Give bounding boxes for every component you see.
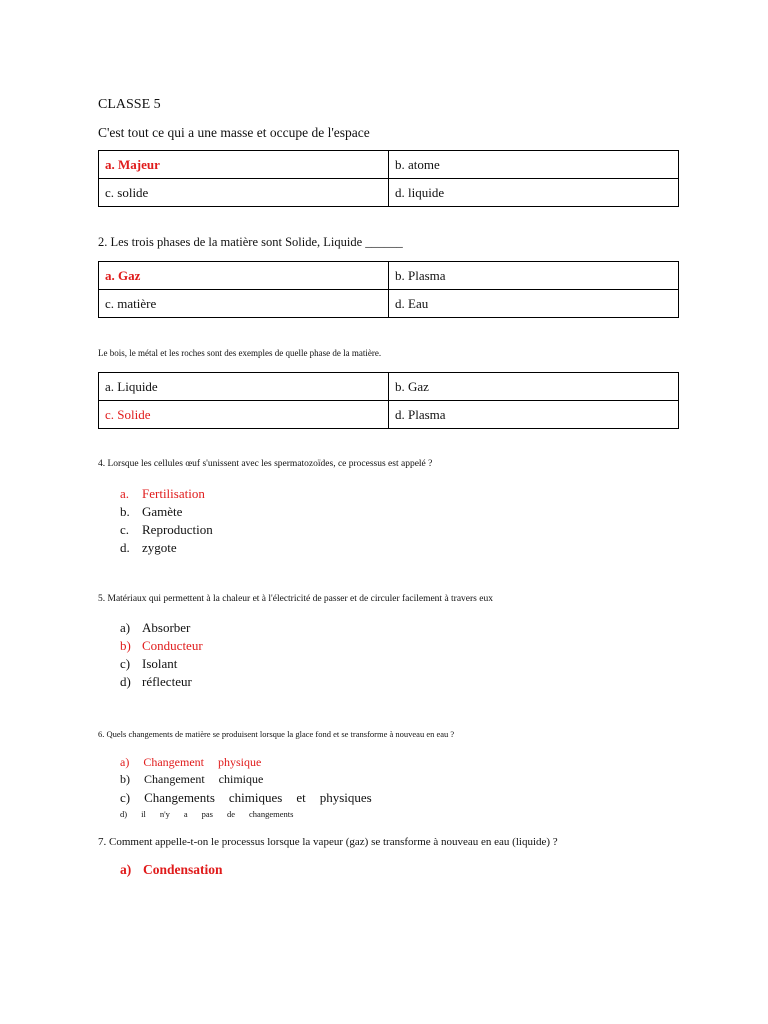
question-6-option-a — [120, 755, 261, 770]
option-label: Isolant — [142, 656, 178, 671]
option-cell: b. Plasma — [389, 262, 679, 290]
option-word: il — [141, 809, 146, 819]
option-marker: a) — [120, 862, 132, 877]
option-label: Absorber — [142, 620, 191, 635]
option-cell: c. Solide — [99, 401, 389, 429]
list-item — [120, 485, 213, 503]
list-item — [120, 521, 213, 539]
option-marker: c. — [120, 522, 130, 537]
option-label: Fertilisation — [142, 486, 205, 501]
option-word: n'y — [159, 809, 170, 819]
option-word: a — [183, 809, 188, 819]
list-item — [120, 637, 203, 655]
question-6-option-c — [120, 790, 372, 806]
option-marker: b) — [120, 638, 131, 653]
page-title: CLASSE 5 — [98, 97, 161, 112]
question-4-options — [120, 485, 213, 557]
option-marker: b) — [120, 772, 130, 786]
question-6-option-d — [120, 809, 293, 819]
question-7-text: 7. Comment appelle-t-on le processus lorsque la vapeur (gaz) se transforme à nouveau en eau (liquide) ? — [98, 836, 558, 848]
question-2-text: 2. Les trois phases de la matière sont Solide, Liquide ______ — [98, 235, 403, 249]
option-cell: a. Majeur — [99, 151, 389, 179]
option-word: physiques — [319, 790, 372, 805]
option-label: Condensation — [143, 862, 223, 877]
option-word: chimiques — [228, 790, 283, 805]
option-word: changements — [249, 809, 294, 819]
question-4-text: 4. Lorsque les cellules œuf s'unissent avec les spermatozoïdes, ce processus est appelé ? — [98, 459, 433, 469]
option-marker: d. — [120, 540, 130, 555]
option-cell: a. Liquide — [99, 373, 389, 401]
option-label: Reproduction — [142, 522, 213, 537]
option-marker: c) — [120, 656, 131, 671]
question-6-option-b — [120, 772, 263, 787]
question-1-text: C'est tout ce qui a une masse et occupe de l'espace — [98, 125, 370, 140]
option-cell: d. liquide — [389, 179, 679, 207]
option-cell: a. Gaz — [99, 262, 389, 290]
option-cell: b. Gaz — [389, 373, 679, 401]
option-cell: c. solide — [99, 179, 389, 207]
option-label: Gamète — [142, 504, 183, 519]
option-cell: b. atome — [389, 151, 679, 179]
option-cell: d. Plasma — [389, 401, 679, 429]
option-marker: c) — [120, 790, 131, 805]
question-6-text: 6. Quels changements de matière se produisent lorsque la glace fond et se transforme à nouveau en eau ? — [98, 729, 455, 739]
option-marker: d) — [120, 674, 131, 689]
question-2-options-table — [98, 261, 679, 318]
option-word: physique — [217, 755, 262, 769]
option-marker: a. — [120, 486, 130, 501]
option-cell: c. matière — [99, 290, 389, 318]
option-label: réflecteur — [142, 674, 192, 689]
question-7-answer — [120, 862, 223, 878]
option-word: de — [227, 809, 236, 819]
list-item — [120, 619, 203, 637]
list-item — [120, 673, 203, 691]
option-marker: b. — [120, 504, 130, 519]
option-label: zygote — [142, 540, 177, 555]
option-cell: d. Eau — [389, 290, 679, 318]
question-3-options-table — [98, 372, 679, 429]
option-marker: a) — [120, 620, 131, 635]
option-word: pas — [201, 809, 213, 819]
option-word: chimique — [218, 772, 264, 786]
question-5-options — [120, 619, 203, 691]
option-marker: d) — [120, 809, 128, 819]
option-word: Changement — [144, 772, 205, 786]
option-label: Conducteur — [142, 638, 203, 653]
option-word: Changement — [143, 755, 204, 769]
question-5-text: 5. Matériaux qui permettent à la chaleur et à l'électricité de passer et de circuler facilement à travers eux — [98, 594, 493, 604]
question-3-text: Le bois, le métal et les roches sont des exemples de quelle phase de la matière. — [98, 348, 382, 358]
list-item — [120, 539, 213, 557]
list-item — [120, 655, 203, 673]
option-word: Changements — [144, 790, 215, 805]
list-item — [120, 503, 213, 521]
question-1-options-table — [98, 150, 679, 207]
option-marker: a) — [120, 755, 130, 769]
option-word: et — [296, 790, 306, 805]
